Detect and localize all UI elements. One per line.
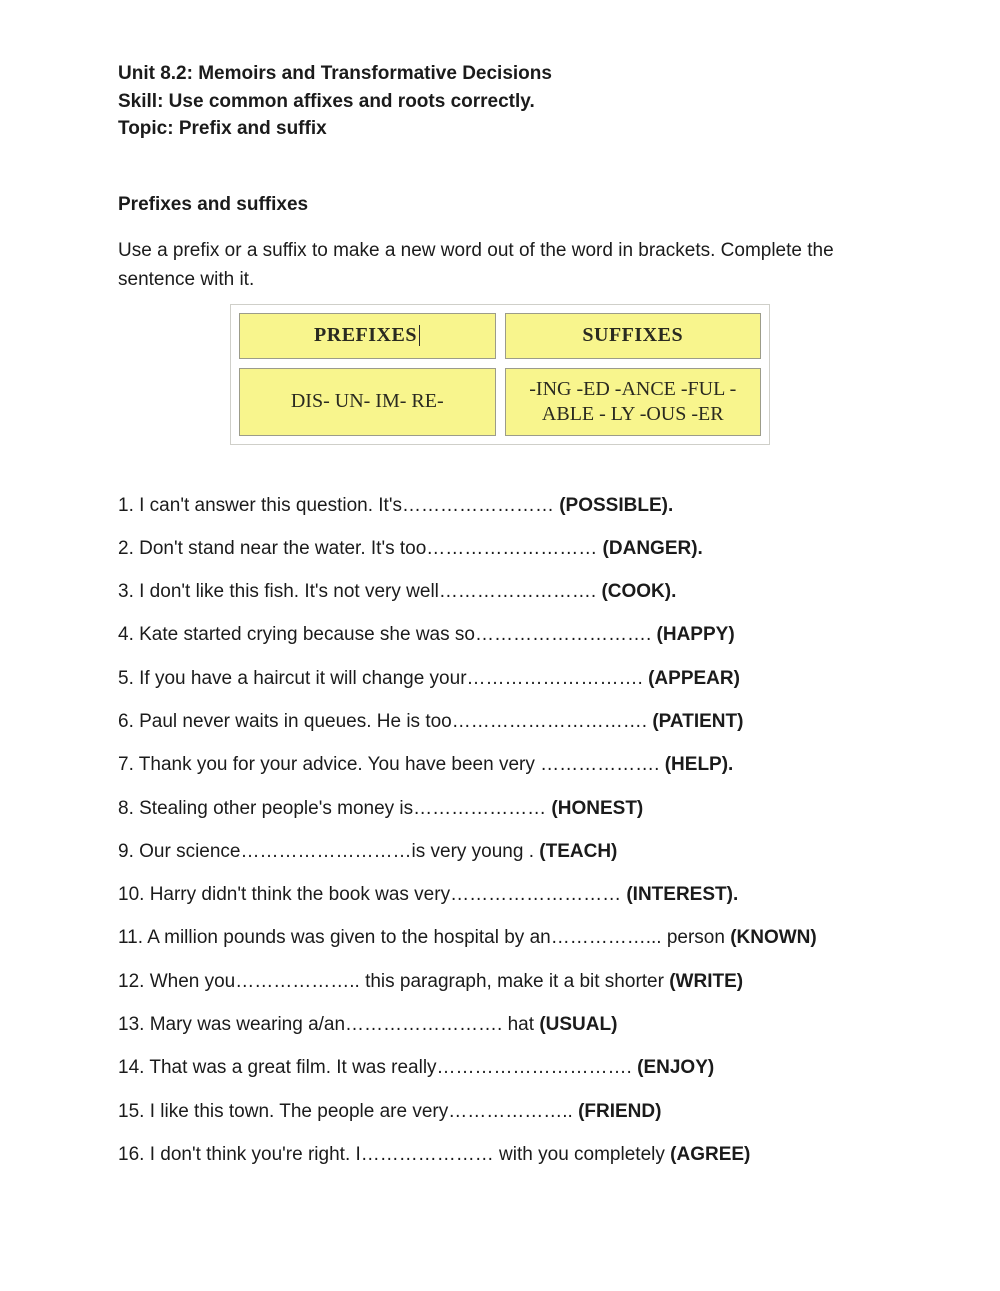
item-answer: (HELP). (664, 754, 734, 776)
exercise-item-3 (118, 580, 930, 604)
item-text: 15. I like this town. The people are very……………….. (118, 1100, 579, 1122)
exercise-item-6 (118, 710, 930, 734)
suffixes-header-label: SUFFIXES (582, 324, 684, 346)
item-text: 6. Paul never waits in queues. He is too…………………………. (118, 710, 653, 732)
prefix-list-cell (239, 368, 496, 436)
item-answer: (TEACH) (539, 840, 618, 862)
instructions-text: Use a prefix or a suffix to make a new word out of the word in brackets. Complete the sentence with it. (118, 239, 834, 290)
exercise-item-8 (118, 797, 930, 821)
item-answer: (INTEREST). (626, 884, 739, 906)
item-text: 7. Thank you for your advice. You have been very ………………. (118, 754, 665, 776)
item-answer: (POSSIBLE). (559, 494, 674, 516)
exercise-item-15 (118, 1100, 930, 1124)
item-text: 3. I don't like this fish. It's not very well……………………. (118, 581, 602, 603)
exercise-item-9 (118, 840, 930, 864)
item-text: 8. Stealing other people's money is………………… (118, 797, 552, 819)
exercise-item-11 (118, 926, 930, 950)
section-title: Prefixes and suffixes (118, 193, 309, 215)
exercise-item-16 (118, 1143, 930, 1167)
item-answer: (HAPPY) (656, 624, 735, 646)
item-text: 2. Don't stand near the water. It's too……………………… (118, 537, 603, 559)
affix-table (230, 304, 770, 445)
item-text: 13. Mary was wearing a/an……………………. hat (118, 1014, 540, 1036)
item-answer: (APPEAR) (648, 667, 740, 689)
exercise-item-4 (118, 623, 930, 647)
item-answer: (WRITE) (669, 970, 744, 992)
unit-title: Unit 8.2: Memoirs and Transformative Decisions (118, 63, 552, 84)
item-answer: (AGREE) (670, 1143, 751, 1165)
skill-line: Skill: Use common affixes and roots correctly. (118, 90, 535, 112)
item-text: 4. Kate started crying because she was so………………………. (118, 624, 657, 646)
item-text: 14. That was a great film. It was really…………………………. (118, 1057, 638, 1079)
prefix-list-text: DIS- UN- IM- RE- (290, 390, 444, 412)
exercise-item-12 (118, 970, 930, 994)
item-answer: (COOK). (601, 581, 677, 603)
item-text: 5. If you have a haircut it will change your………………………. (118, 667, 649, 689)
prefixes-header-label: PREFIXES (314, 324, 417, 346)
doc-header (118, 60, 930, 143)
text-cursor (419, 325, 421, 346)
item-answer: (ENJOY) (637, 1057, 715, 1079)
exercise-item-13 (118, 1013, 930, 1037)
item-text: 10. Harry didn't think the book was very……………………… (118, 884, 627, 906)
item-text: 11. A million pounds was given to the hospital by an……………... person (118, 927, 731, 949)
item-text: 9. Our science………………………is very young . (118, 840, 540, 862)
topic-line: Topic: Prefix and suffix (118, 118, 327, 139)
exercise-item-5 (118, 667, 930, 691)
item-text: 16. I don't think you're right. I………………… with you completely (118, 1143, 671, 1165)
item-answer: (PATIENT) (652, 710, 744, 732)
exercise-item-1 (118, 494, 930, 518)
suffix-list-cell (505, 368, 762, 436)
suffixes-header-cell (505, 313, 762, 359)
item-answer: (FRIEND) (578, 1100, 662, 1122)
item-text: 12. When you……………….. this paragraph, make it a bit shorter (118, 970, 670, 992)
suffix-list-text: -ING -ED -ANCE -FUL - ABLE - LY -OUS -ER (529, 377, 737, 425)
exercise-item-7 (118, 753, 930, 777)
item-answer: (HONEST) (551, 797, 644, 819)
item-text: 1. I can't answer this question. It's…………………… (118, 494, 560, 516)
exercise-item-2 (118, 537, 930, 561)
exercise-item-14 (118, 1056, 930, 1080)
item-answer: (KNOWN) (730, 927, 817, 949)
exercise-item-10 (118, 883, 930, 907)
exercise-list (118, 494, 930, 1167)
item-answer: (USUAL) (539, 1014, 618, 1036)
item-answer: (DANGER). (602, 537, 703, 559)
prefixes-header-cell (239, 313, 496, 359)
